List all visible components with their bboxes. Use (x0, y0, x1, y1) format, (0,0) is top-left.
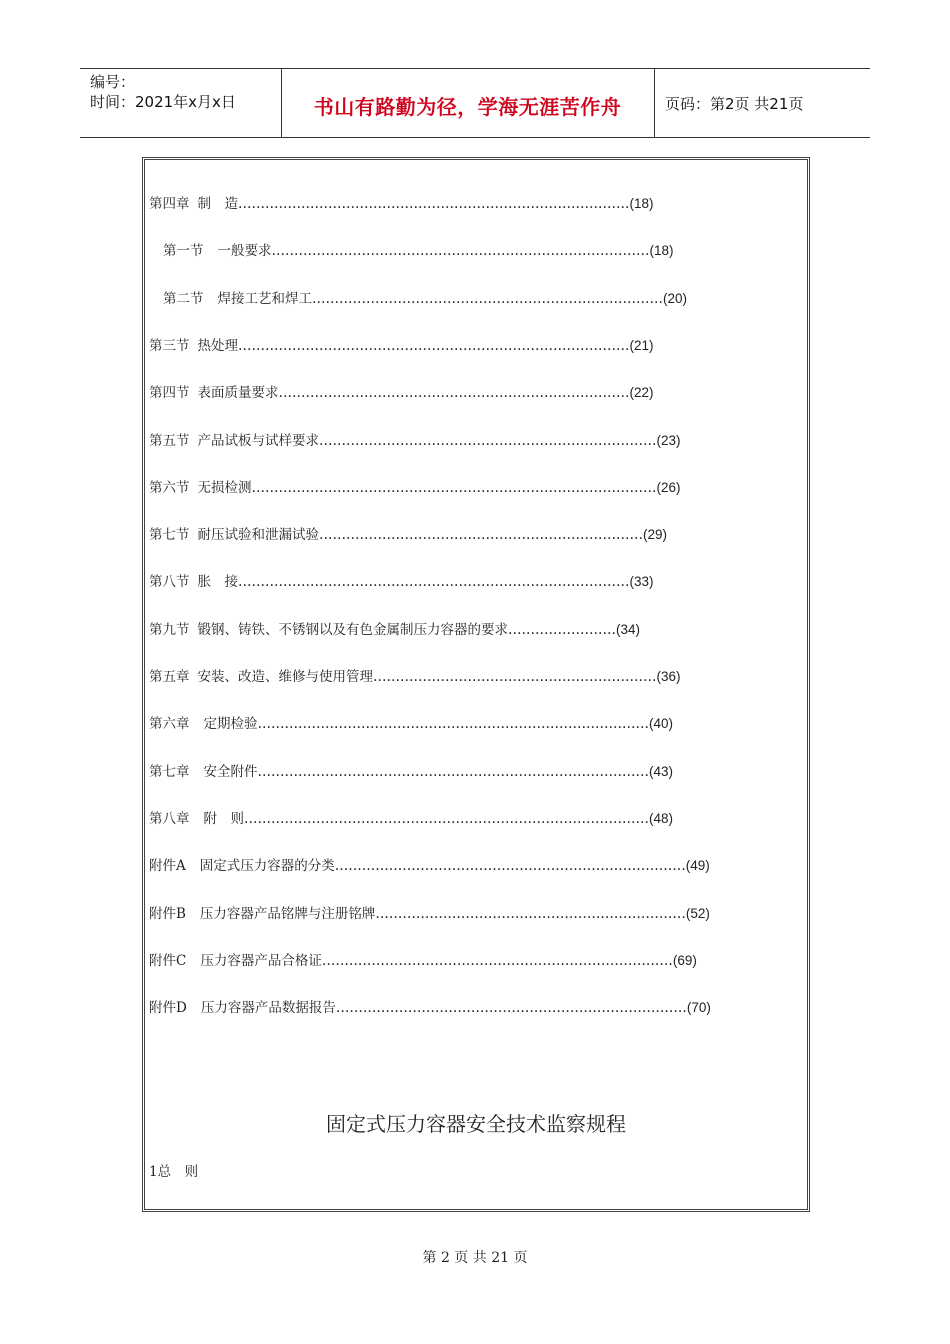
toc-entry-leader: …………………………………………………………………… (335, 1000, 687, 1017)
toc-entry-leader: …………………………………………………………………… (334, 858, 686, 875)
toc-entry-leader: …………………………………………………………………………… (257, 716, 649, 733)
document-title: 固定式压力容器安全技术监察规程 (326, 1112, 626, 1136)
toc-entry-leader: …………………………………………………………………………… (257, 763, 649, 780)
toc-entry-page: (29) (643, 527, 668, 543)
toc-entry-label: 附件C (149, 952, 187, 969)
section-heading: 1总 则 (149, 1164, 199, 1180)
toc-entry-label: 第一节 (163, 243, 204, 260)
toc-entry-title: 焊接工艺和焊工 (217, 290, 312, 307)
toc-entry (149, 712, 673, 732)
toc-entry-page: (23) (656, 432, 681, 448)
toc-entry-page: (43) (649, 763, 674, 779)
toc-entry-page: (52) (685, 905, 710, 921)
toc-entry-title: 压力容器产品合格证 (200, 952, 322, 969)
toc-entry-label: 附件D (149, 1000, 187, 1017)
toc-entry (149, 760, 673, 780)
toc-entry-title: 安装、改造、维修与使用管理 (197, 669, 373, 685)
toc-entry-leader: …………………………………………………………………………… (238, 196, 630, 212)
toc-entry (149, 807, 673, 827)
header-meta-cell (80, 69, 282, 137)
toc-entry-leader: ………………………………………………………………………… (271, 243, 650, 260)
toc-entry-page: (48) (649, 810, 674, 826)
toc-entry-title: 无损检测 (197, 479, 252, 496)
toc-entry-label: 附件A (149, 858, 186, 875)
motto-text: 书山有路勤为径，学海无涯苦作舟 (313, 95, 622, 119)
toc-entry-page: (21) (629, 337, 654, 353)
toc-entry-title: 固定式压力容器的分类 (199, 858, 335, 875)
number-label: 编号： (90, 73, 136, 91)
toc-entry-label: 附件B (149, 905, 186, 922)
toc-entry-title: 定期检验 (203, 716, 258, 733)
toc-entry (149, 665, 681, 685)
toc-entry-label: 第八章 (149, 810, 190, 827)
toc-entry (149, 618, 640, 638)
page-info: 页码：第2页 共21页 (665, 95, 804, 113)
toc-entry-leader: ……………………………………………………………… (319, 527, 643, 544)
toc-entry-page: (18) (649, 243, 674, 259)
toc-entry-leader: …………………………………………………………………………… (238, 337, 630, 354)
toc-entry-label: 第四节 (149, 385, 190, 402)
toc-entry-page: (26) (656, 479, 681, 495)
toc-entry-page: (20) (663, 290, 688, 306)
toc-entry-page: (69) (672, 952, 697, 968)
toc-entry-title: 一般要求 (217, 243, 272, 260)
content-frame (142, 157, 810, 1212)
toc-entry (149, 334, 654, 354)
toc-entry-title: 热处理 (197, 337, 238, 354)
toc-entry-leader: …………………………………………………………………… (321, 952, 673, 969)
toc-entry-label: 第八节 (149, 574, 190, 591)
toc-entry-page: (33) (629, 574, 654, 590)
toc-entry-title: 制 造 (197, 196, 238, 212)
header-motto-cell (281, 69, 655, 137)
toc-entry (149, 902, 710, 922)
toc-entry-title: 安全附件 (203, 763, 258, 780)
toc-entry-leader: ……………………………………………………………………………… (244, 810, 649, 827)
toc-entry-label: 第九节 (149, 621, 190, 638)
toc-entry-label: 第七章 (149, 763, 190, 780)
toc-entry-title: 耐压试验和泄漏试验 (197, 527, 319, 544)
toc-entry-leader: …………………… (508, 621, 616, 638)
toc-entry-label: 第六节 (149, 479, 190, 496)
toc-entry-label: 第四章 (149, 196, 190, 212)
toc-entry (149, 523, 667, 543)
toc-entry-label: 第五章 (149, 669, 190, 685)
toc-entry-title: 产品试板与试样要求 (197, 432, 319, 449)
toc-entry-leader: …………………………………………………………………………… (238, 574, 630, 591)
toc-entry-title: 附 则 (203, 810, 244, 827)
toc-entry-title: 压力容器产品铭牌与注册铭牌 (199, 905, 376, 922)
toc-entry-page: (18) (629, 196, 654, 211)
toc-entry (149, 854, 710, 874)
toc-entry-label: 第三节 (149, 337, 190, 354)
toc-entry-title: 压力容器产品数据报告 (200, 1000, 336, 1017)
toc-entry-page: (49) (685, 858, 710, 874)
toc-entry (149, 429, 681, 449)
toc-entry-page: (70) (686, 1000, 711, 1016)
toc-entry-leader: …………………………………………………………………… (278, 385, 630, 402)
toc-entry-title: 表面质量要求 (197, 385, 279, 402)
toc-entry (163, 239, 674, 259)
toc-entry-label: 第六章 (149, 716, 190, 733)
toc-entry (149, 949, 697, 969)
toc-entry-page: (40) (649, 716, 674, 732)
toc-entry-label: 第七节 (149, 527, 190, 544)
toc-entry (149, 192, 654, 212)
toc-entry-leader: …………………………………………………………… (375, 905, 686, 922)
page-header (80, 68, 870, 138)
toc-entry-title: 锻钢、铸铁、不锈钢以及有色金属制压力容器的要求 (197, 621, 508, 638)
toc-entry (149, 996, 711, 1016)
toc-entry-title: 胀 接 (197, 574, 238, 591)
toc-entry-label: 第五节 (149, 432, 190, 449)
toc-entry-page: (36) (656, 669, 681, 684)
toc-entry-leader: ……………………………………………………… (373, 669, 657, 685)
toc-entry (163, 287, 687, 307)
toc-entry-leader: …………………………………………………………………… (312, 290, 663, 307)
toc-entry-page: (34) (616, 621, 641, 637)
toc-entry (149, 381, 654, 401)
toc-entry (149, 570, 654, 590)
header-page-cell (655, 69, 870, 137)
page-footer: 第 2 页 共 21 页 (422, 1250, 528, 1266)
toc-entry-page: (22) (629, 385, 654, 401)
toc-entry-label: 第二节 (163, 290, 204, 307)
date-label: 时间：2021年x月x日 (90, 93, 236, 111)
toc-entry (149, 476, 681, 496)
toc-entry-leader: ……………………………………………………………………………… (251, 479, 657, 496)
toc-entry-leader: ………………………………………………………………… (319, 432, 657, 449)
